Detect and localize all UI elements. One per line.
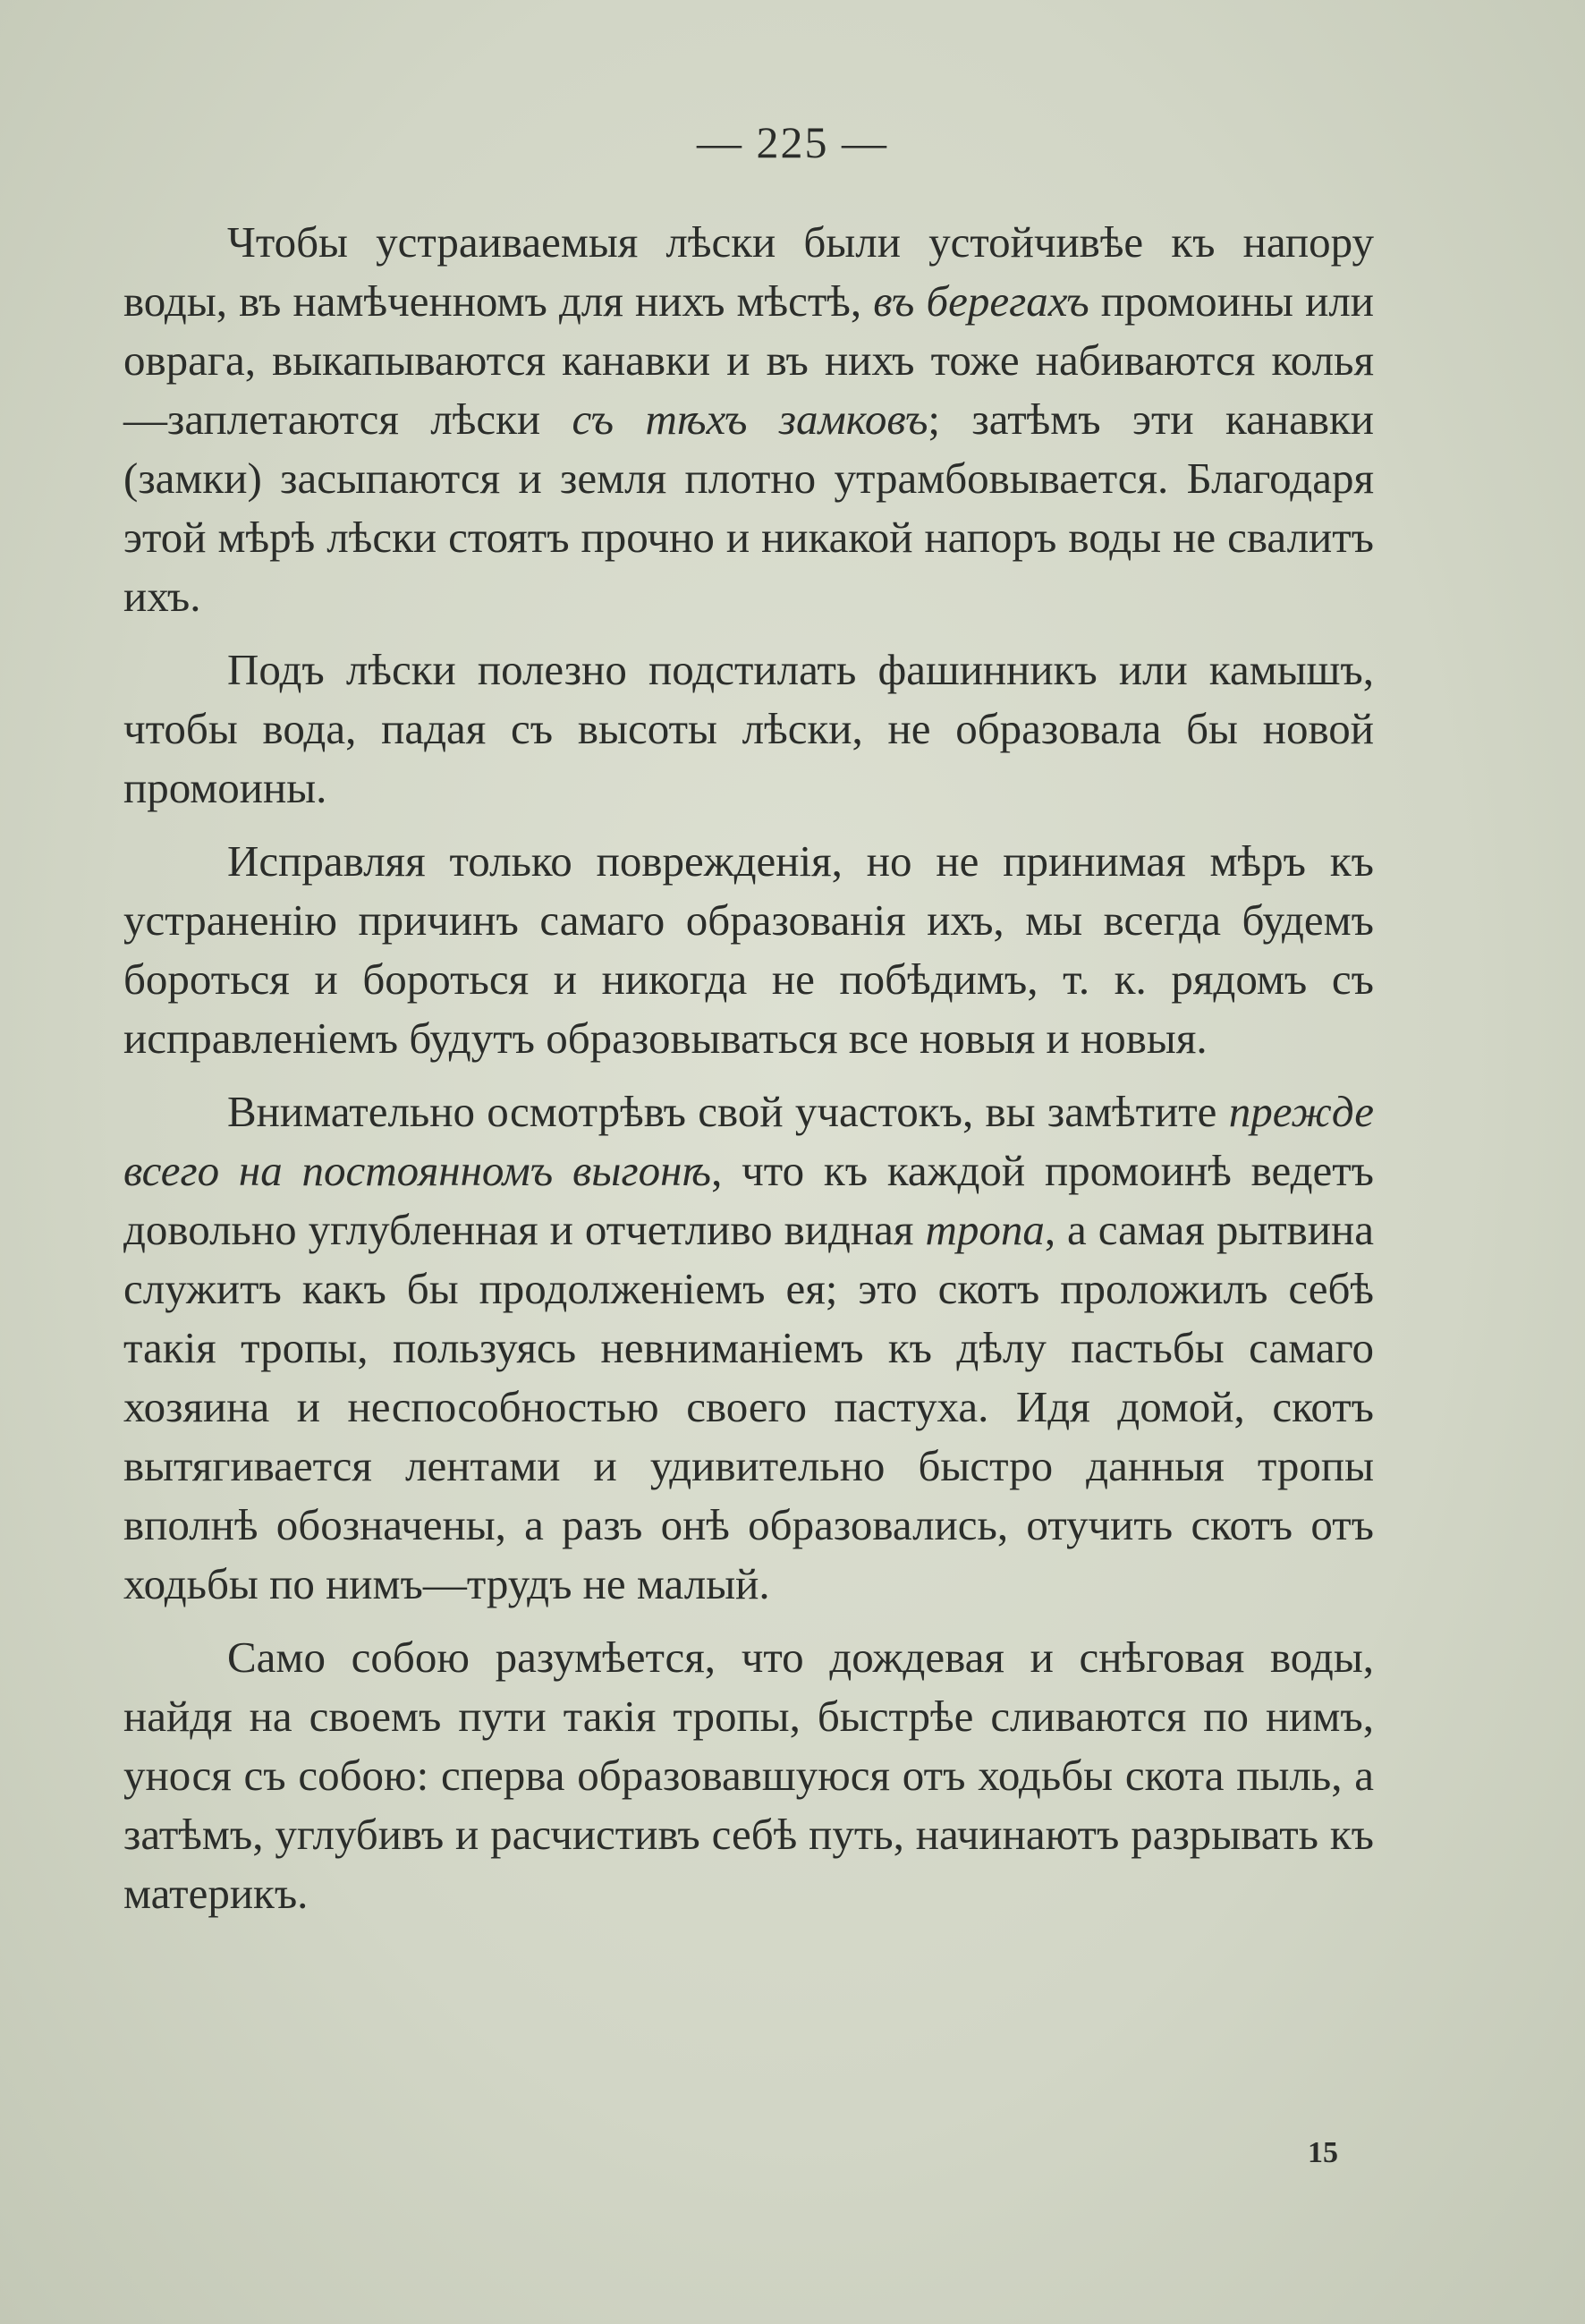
text-run: Чтобы устраиваемыя лѣски были устойчивѣе къ напору воды, въ намѣченномъ для нихъ мѣстѣ, (123, 217, 1374, 326)
italic-run: тропа (925, 1205, 1045, 1254)
text-run: Подъ лѣски полезно подстилать фашинникъ или камышъ, чтобы вода, падая съ высоты лѣски, не образовала бы новой промоины. (123, 645, 1374, 812)
text-run: ; затѣмъ эти канавки (замки) засыпаются и земля плотно утрамбовывается. Благодаря этой мѣрѣ лѣски стоятъ прочно и никакой напоръ воды не свалитъ ихъ. (123, 394, 1374, 621)
text-run: , а самая рытвина служитъ какъ бы продолженіемъ ея; это скотъ проложилъ себѣ такія тропы, пользуясь невниманіемъ къ дѣлу пастьбы самаго хозяина и неспособностью своего пастуха. Идя домой, скотъ вытягивается лентами и удивительно быстро данныя тропы вполнѣ обозначены, а разъ онѣ образовались, отучить скотъ отъ ходьбы по нимъ—трудъ не малый. (123, 1205, 1374, 1608)
paragraph-2 (123, 640, 1374, 818)
text-run: Исправляя только поврежденія, но не принимая мѣръ къ устраненію причинъ самаго образованія ихъ, мы всегда будемъ бороться и бороться и никогда не побѣдимъ, т. к. рядомъ съ исправленіемъ будутъ образовываться все новыя и новыя. (123, 836, 1374, 1063)
printer-signature-mark: 15 (1308, 2136, 1338, 2169)
italic-run: въ берегахъ (873, 276, 1089, 326)
page-number: — 225 — (697, 117, 888, 167)
text-run: , что къ каждой промоинѣ ведетъ довольно углубленная и отчетливо видная (123, 1146, 1374, 1254)
paragraph-3 (123, 832, 1374, 1068)
paragraph-4 (123, 1082, 1374, 1614)
body-text (123, 213, 1374, 1938)
text-run: Само собою разумѣется, что дождевая и снѣговая воды, найдя на своемъ пути такія тропы, быстрѣе сливаются по нимъ, унося съ собою: сперва образовавшуюся отъ ходьбы скота пыль, а затѣмъ, углубивъ и расчистивъ себѣ путь, начинаютъ разрывать къ материкъ. (123, 1633, 1374, 1918)
text-run: Внимательно осмотрѣвъ свой участокъ, вы замѣтите (227, 1087, 1229, 1136)
paragraph-1 (123, 213, 1374, 626)
paragraph-5 (123, 1628, 1374, 1923)
text-run: промоины или оврага, выкапываются канавки и въ нихъ тоже набиваются колья—заплетаются лѣски (123, 276, 1374, 444)
italic-run: съ тѣхъ замковъ (572, 394, 928, 444)
italic-run: прежде всего на постоянномъ выгонѣ (123, 1087, 1374, 1195)
